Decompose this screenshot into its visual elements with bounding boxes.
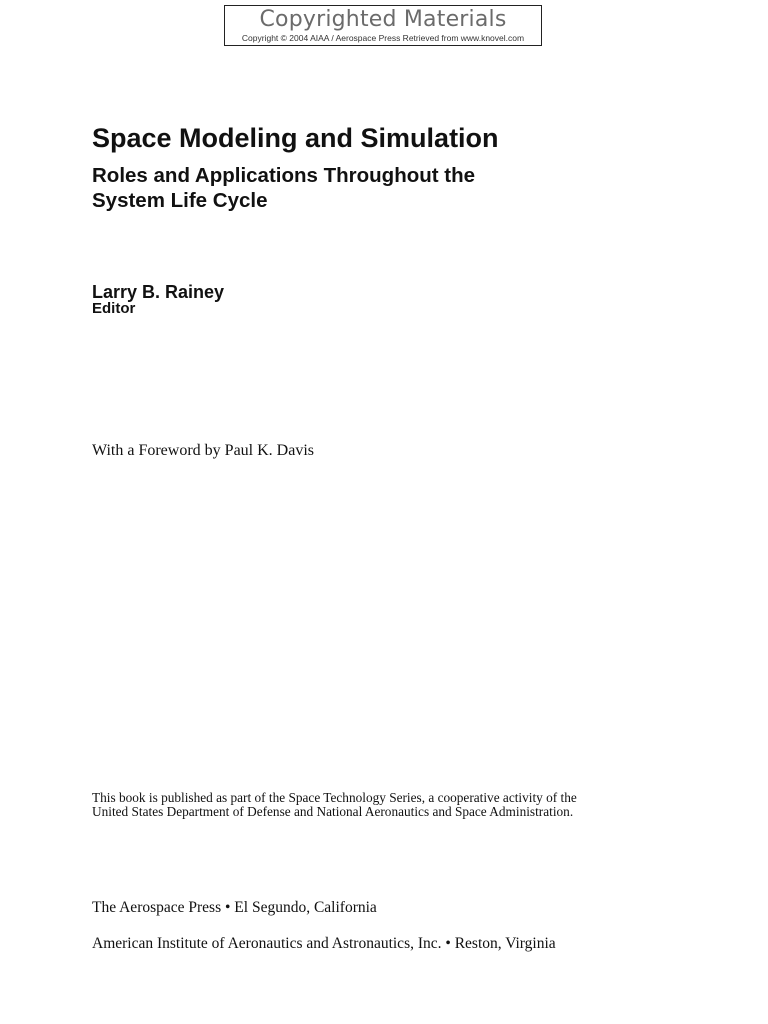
publisher-aerospace-press: The Aerospace Press • El Segundo, California <box>92 899 377 916</box>
editor-role: Editor <box>92 300 136 317</box>
copyright-title: Copyrighted Materials <box>259 7 507 32</box>
subtitle-line-2: System Life Cycle <box>92 189 268 212</box>
series-note <box>92 791 692 819</box>
copyright-line: Copyright © 2004 AIAA / Aerospace Press Retrieved from www.knovel.com <box>241 33 525 43</box>
book-subtitle <box>92 163 475 213</box>
editor-name: Larry B. Rainey <box>92 282 225 302</box>
book-title: Space Modeling and Simulation <box>92 123 499 153</box>
subtitle-line-1: Roles and Applications Throughout the <box>92 164 476 187</box>
series-note-line-2: United States Department of Defense and National Aeronautics and Space Administration. <box>92 804 574 819</box>
series-note-line-1: This book is published as part of the Space Technology Series, a cooperative activity of the <box>92 790 577 805</box>
publisher-aiaa: American Institute of Aeronautics and Astronautics, Inc. • Reston, Virginia <box>92 935 556 952</box>
foreword-credit: With a Foreword by Paul K. Davis <box>92 442 314 459</box>
copyright-watermark <box>224 5 542 46</box>
